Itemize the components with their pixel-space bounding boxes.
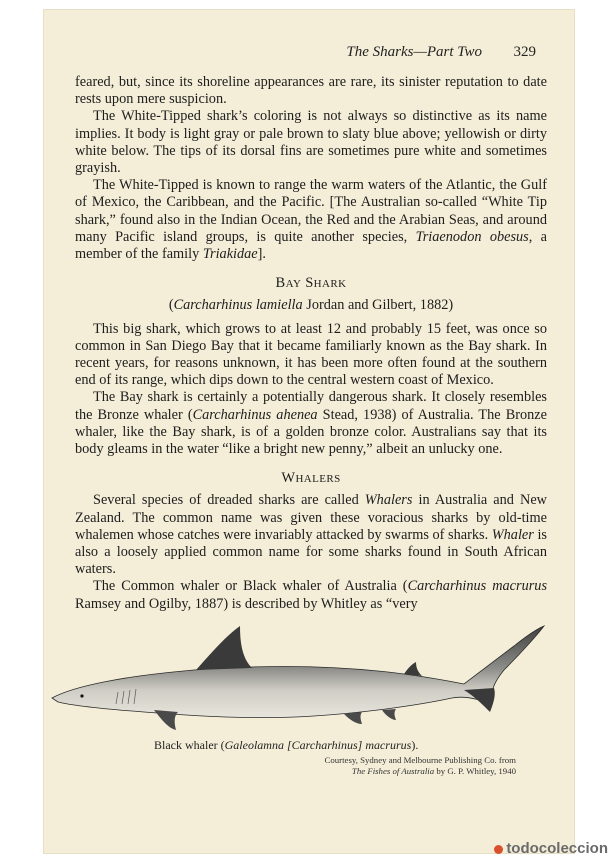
page-number: 329 (513, 44, 536, 60)
caption-species: Galeolamna [Carcharhinus] macrurus (224, 738, 412, 752)
paragraph (75, 578, 547, 612)
paragraph-text: , a member of the family (75, 228, 547, 263)
paragraph-text: The Common whaler or Black whaler of Australia ( (93, 578, 408, 595)
species-name: Carcharhinus lamiella (173, 297, 303, 314)
paragraph: The White-Tipped shark’s coloring is not always so distinctive as its name implies. It body is light gray or pale brown to slaty blue above; yellowish or dirty white below. The tips of its dorsal fins are sometimes pure white and sometimes grayish. (75, 108, 547, 177)
italic-term: Whalers (364, 492, 413, 509)
heading-initial: W (281, 470, 296, 487)
species-name: Carcharhinus macrurus (407, 578, 548, 595)
species-subhead: (Carcharhinus lamiella Jordan and Gilbert, 1882) (168, 297, 454, 314)
species-authority: Jordan and Gilbert, 1882 (306, 297, 449, 314)
figure-credit (325, 755, 516, 776)
credit-line: Courtesy, Sydney and Melbourne Publishing Co. from (324, 755, 516, 765)
figure-caption (154, 738, 418, 753)
watermark (494, 840, 608, 857)
paragraph: feared, but, since its shoreline appearances are rare, its sinister reputation to date rests upon mere suspicion. (75, 74, 547, 108)
section-heading-whalers (75, 470, 547, 488)
shark-body (52, 626, 544, 718)
paragraph-text: The White-Tipped is known to range the warm waters of the Atlantic, the Gulf of Mexico, the Caribbean, and the Pacific. [The Australian so-called “White Tip shark,” found also in the Indian Ocean, the Red and the Arabian Seas, and around many Pacific island groups, is quite another species, (75, 177, 547, 245)
dorsal-fin (196, 626, 252, 670)
caption-text: Black whaler ( (154, 738, 225, 752)
credit-book-title: The Fishes of Australia (351, 765, 435, 776)
paragraph-text: ]. (257, 246, 266, 263)
caption-text: ). (411, 738, 419, 752)
section-heading-bay-shark (75, 275, 547, 293)
paragraph-text: is also a loosely applied common name for some sharks found in South African waters. (75, 526, 547, 578)
species-name: Triaenodon obesus (415, 228, 529, 245)
paragraph-text: Several species of dreaded sharks are called (93, 492, 365, 509)
heading-initial: B (275, 275, 286, 292)
paragraph-text: Ramsey and Ogilby, 1887) is described by Whitley as “very (75, 595, 418, 612)
credit-line (325, 766, 516, 777)
anal-fin (382, 709, 396, 720)
paragraph (75, 177, 547, 263)
paragraph-text: Stead, 1938) of Australia. The Bronze whaler, like the Bay shark, is of a golden bronze color. Australians say that its body gleams in the water “like a bright new penny,” albeit an unlucky one. (75, 406, 547, 458)
shark-eye (80, 694, 83, 697)
watermark-dot-icon (494, 845, 503, 854)
heading-initial: S (305, 275, 314, 292)
pelvic-fin (344, 712, 362, 724)
family-name: Triakidae (202, 246, 258, 263)
second-dorsal-fin (404, 662, 422, 676)
heading-rest: HARK (313, 278, 347, 291)
heading-rest: AY (285, 278, 302, 291)
species-name: Carcharhinus ahenea (192, 406, 318, 423)
running-head (44, 44, 574, 66)
body-text (75, 74, 547, 613)
pectoral-fin (154, 710, 178, 730)
black-whaler-illustration (44, 612, 574, 730)
credit-text: by G. P. Whitley, 1940 (434, 765, 516, 776)
paragraph-text: The Bay shark is certainly a potentially dangerous shark. It closely resembles the Bronze whaler ( (75, 389, 547, 423)
watermark-text: todocoleccion (506, 840, 608, 857)
running-head-title: The Sharks—Part Two (346, 44, 482, 60)
paragraph (75, 389, 547, 458)
heading-rest: HALERS (295, 473, 341, 486)
paragraph (75, 492, 547, 578)
book-page (44, 10, 574, 853)
paragraph-text: in Australia and New Zealand. The common name was given these voracious sharks by old-time whalemen whose catches were invariably attacked by swarms of sharks. (75, 492, 547, 543)
italic-term: Whaler (491, 526, 534, 543)
tail-lower-lobe (464, 688, 495, 712)
paragraph: This big shark, which grows to at least 12 and probably 15 feet, was once so common in San Diego Bay that it became familiarly known as the Bay shark. In recent years, for reasons unknown, it has been more often found at the southern end of its range, which dips down to the central western coast of Mexico. (75, 320, 547, 389)
